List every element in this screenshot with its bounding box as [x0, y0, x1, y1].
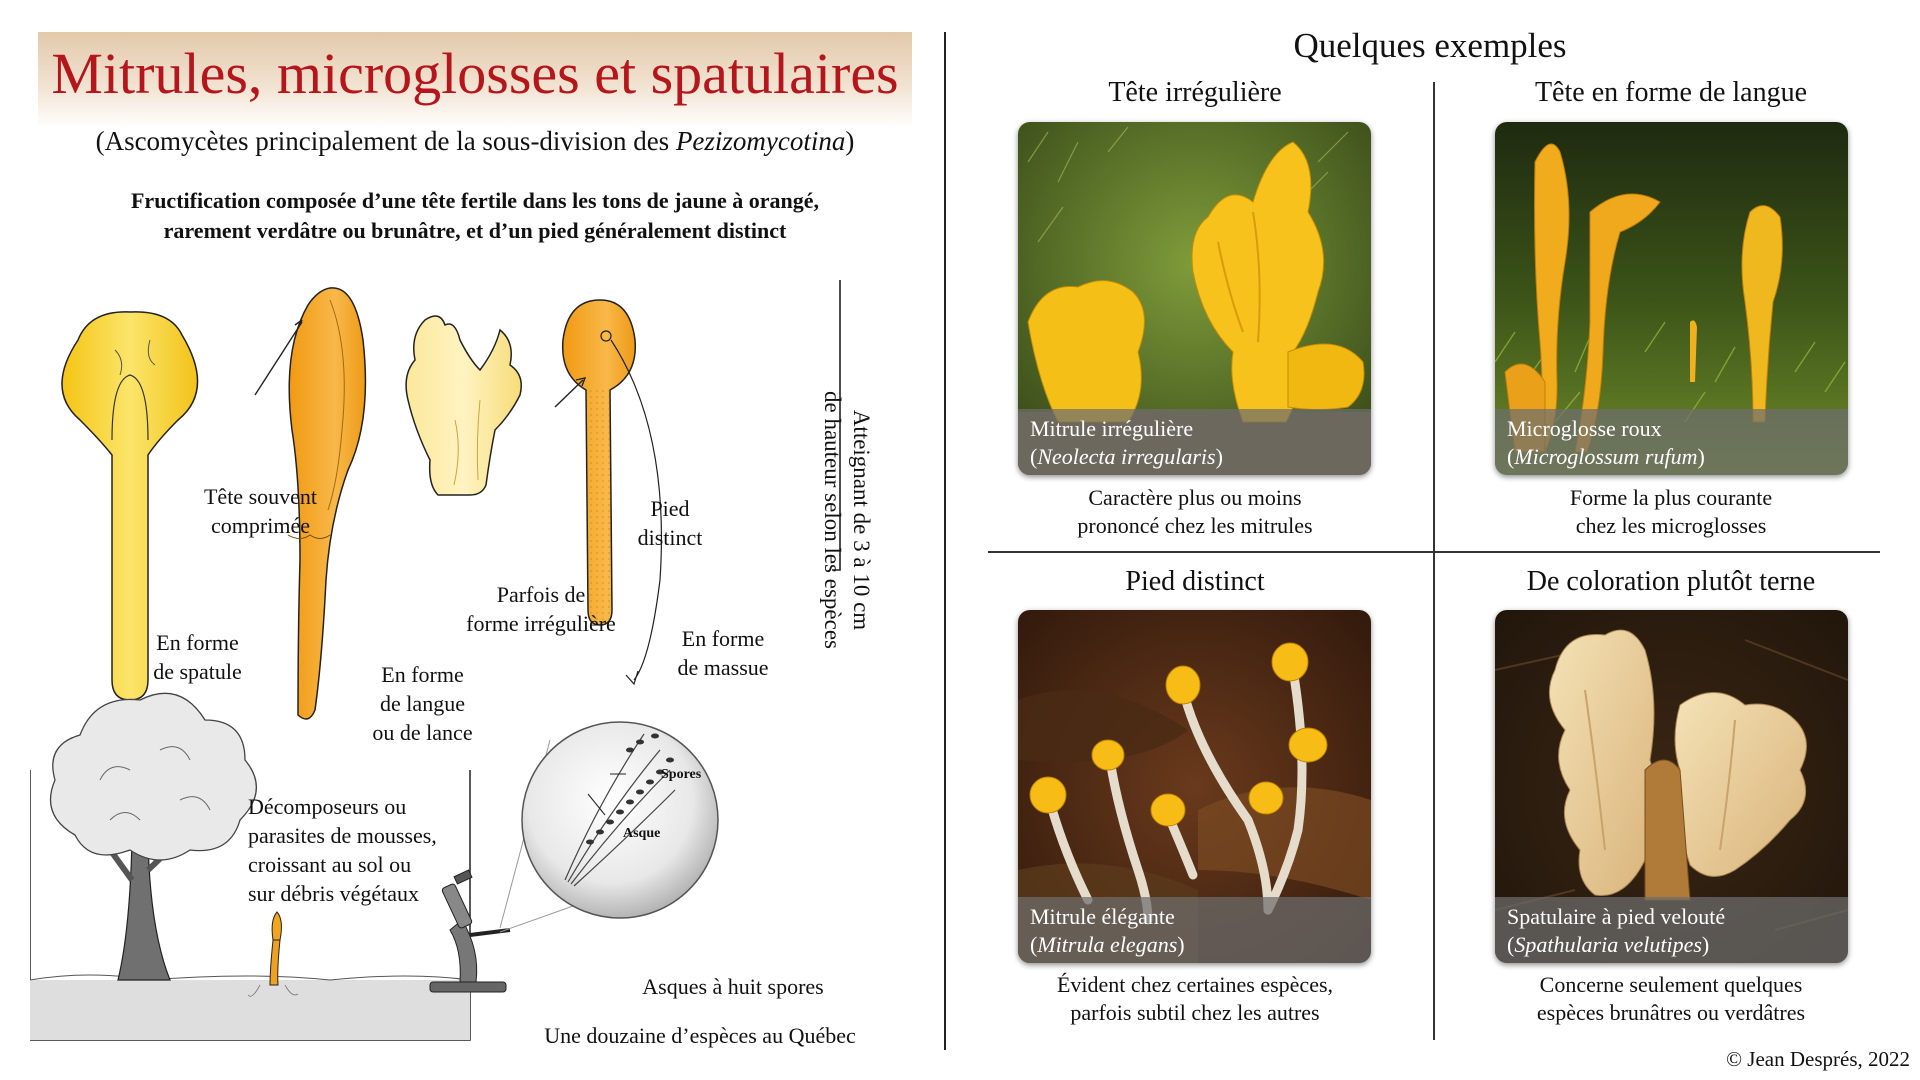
species-count: Une douzaine d’espèces au Québec	[544, 1023, 856, 1048]
caption-microglossum: Microglosse roux (Microglossum rufum)	[1495, 409, 1848, 475]
grid-divider-horizontal	[988, 551, 1880, 553]
fructification-text: Fructification composée d’une tête fertile dans les tons de jaune à orangé, rarement verdâtre ou brunâtre, et d’un pied généralement distinct	[130, 188, 819, 243]
caption-spathularia: Spatulaire à pied velouté (Spathularia velutipes)	[1495, 897, 1848, 963]
label-spores: Spores	[661, 767, 702, 782]
example-desc-3: Évident chez certaines espèces, parfois subtil chez les autres	[1056, 972, 1334, 1025]
label-asque: Asque	[623, 826, 661, 841]
label-spatule: En forme de spatule	[153, 630, 242, 684]
micro-caption: Asques à huit spores	[642, 974, 824, 999]
photo-mitrula	[1018, 610, 1371, 963]
photo-spathularia	[1495, 610, 1848, 963]
arrow-pied-distinct	[555, 380, 583, 407]
example-heading-3: Pied distinct	[1125, 566, 1265, 597]
caption-mitrula: Mitrule élégante (Mitrula elegans)	[1018, 897, 1371, 963]
photo-neolecta	[1018, 122, 1371, 475]
subtitle: (Ascomycètes principalement de la sous-division des Pezizomycotina)	[95, 126, 855, 156]
grid-divider-vertical	[1433, 82, 1435, 1040]
label-massue: En forme de massue	[677, 626, 769, 680]
page-title: Mitrules, microglosses et spatulaires	[51, 41, 899, 106]
caption-neolecta: Mitrule irrégulière (Neolecta irregularis)	[1018, 409, 1371, 475]
label-langue: En forme de langue ou de lance	[372, 662, 473, 745]
irregular-shape-illustration	[406, 316, 521, 495]
copyright: © Jean Després, 2022	[1726, 1047, 1910, 1071]
example-desc-2: Forme la plus courante chez les microglosses	[1569, 485, 1773, 538]
example-desc-4: Concerne seulement quelques espèces brunâtres ou verdâtres	[1536, 972, 1806, 1025]
example-heading-1: Tête irrégulière	[1108, 77, 1282, 108]
label-irreguliere: Parfois de forme irrégulière	[466, 582, 616, 636]
example-heading-4: De coloration plutôt terne	[1526, 566, 1816, 597]
habitat-text: Décomposeurs ou parasites de mousses, croissant au sol ou sur débris végétaux	[248, 794, 437, 906]
examples-title: Quelques exemples	[1293, 26, 1567, 65]
example-desc-1: Caractère plus ou moins prononcé chez les mitrules	[1077, 485, 1313, 538]
label-hauteur: Atteignant de 3 à 10 cm de hauteur selon les espèces	[820, 390, 874, 649]
magnifier-lens	[500, 722, 718, 932]
label-pied-distinct: Pied distinct	[637, 496, 703, 550]
photo-microglossum	[1495, 122, 1848, 475]
label-tete-comprimee: Tête souvent comprimée	[203, 484, 318, 538]
panel-divider	[944, 32, 946, 1050]
example-heading-2: Tête en forme de langue	[1534, 77, 1808, 108]
